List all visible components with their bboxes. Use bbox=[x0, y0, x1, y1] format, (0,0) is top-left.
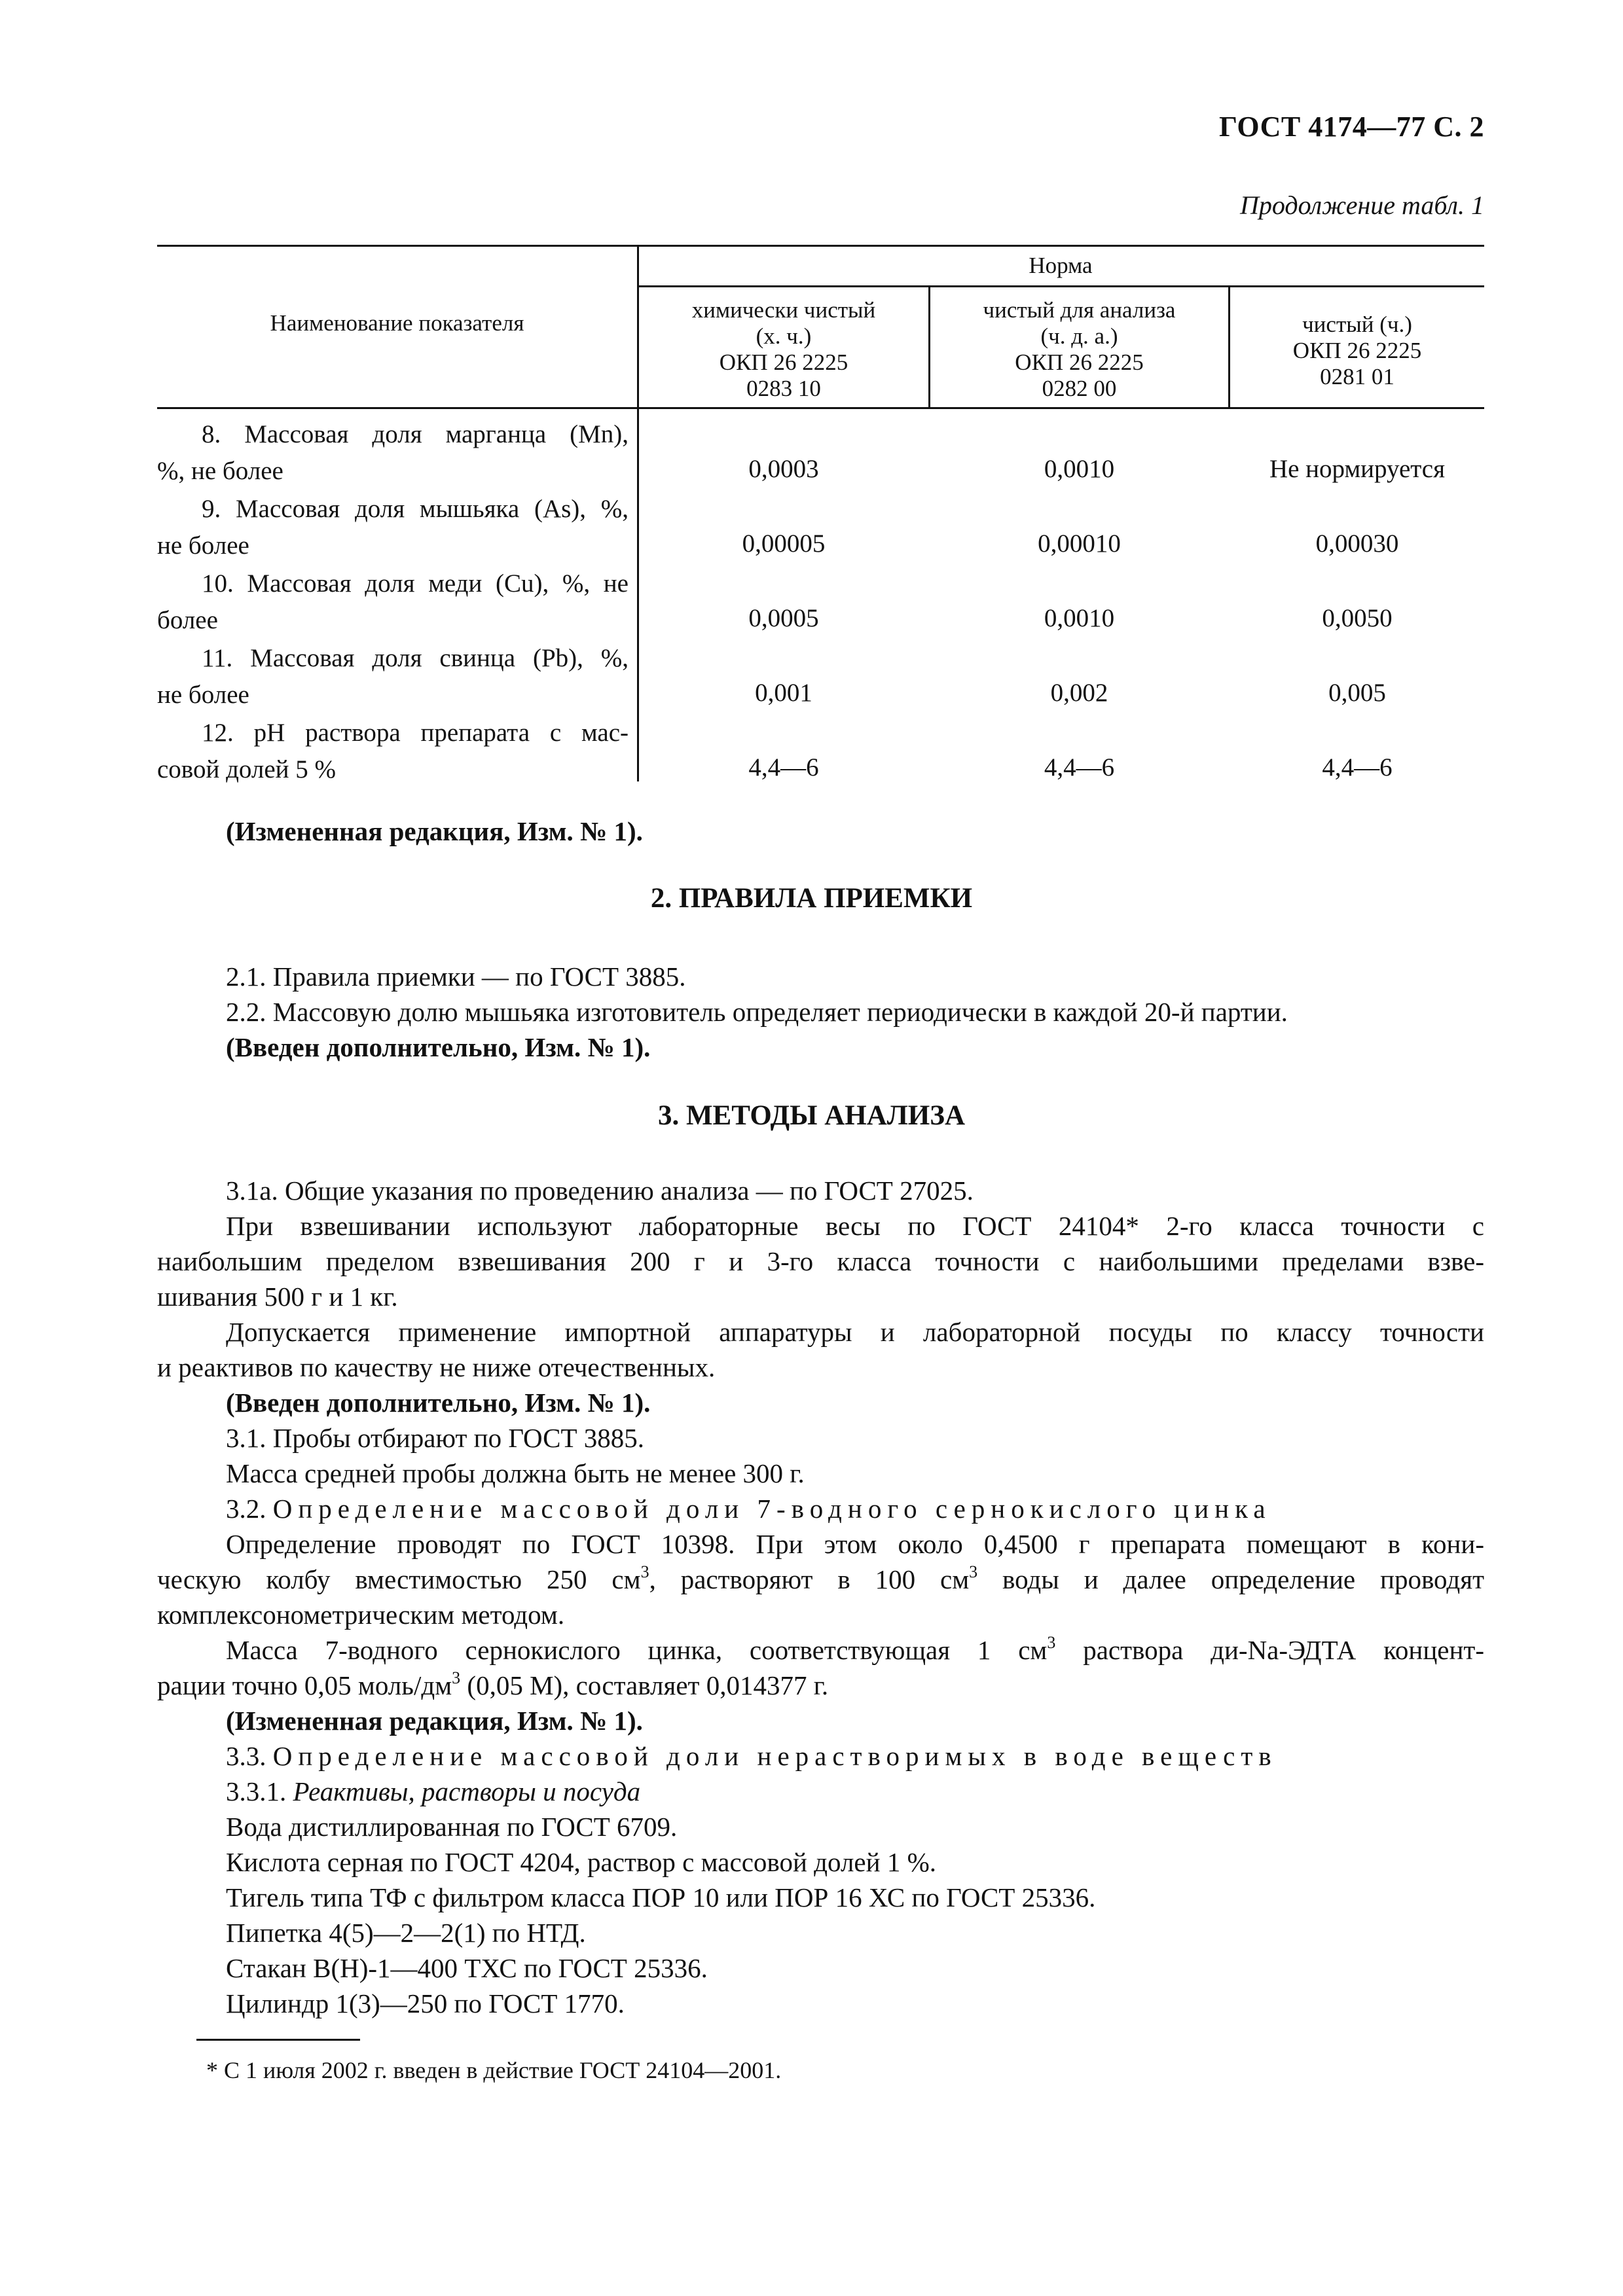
amendment-note: (Измененная редакция, Изм. № 1). bbox=[226, 816, 643, 846]
table-cell: 0,0005 bbox=[748, 604, 819, 632]
section-2-title: 2. ПРАВИЛА ПРИЕМКИ bbox=[650, 883, 973, 914]
table-cell: 0,00005 bbox=[742, 529, 826, 558]
page-header: ГОСТ 4174—77 С. 2 bbox=[1218, 111, 1484, 143]
table-cell: 4,4—6 bbox=[1322, 753, 1393, 781]
table-cell: 0,0050 bbox=[1322, 604, 1393, 632]
reagent-item: Тигель типа ТФ с фильтром класса ПОР 10 или ПОР 16 ХС по ГОСТ 25336. bbox=[226, 1882, 1096, 1912]
table-cell: 0,00030 bbox=[1315, 529, 1399, 558]
paragraph-3-1a: 3.1а. Общие указания по проведению анализа — по ГОСТ 27025. bbox=[226, 1175, 974, 1206]
header-bottom-rule bbox=[157, 407, 1484, 409]
table-top-rule bbox=[157, 245, 1484, 247]
footnote-rule bbox=[196, 2039, 360, 2041]
paragraph-2-1: 2.1. Правила приемки — по ГОСТ 3885. bbox=[226, 961, 686, 992]
col-header-norm: Норма bbox=[1029, 253, 1093, 278]
grade-header-xch: химически чистый (х. ч.) ОКП 26 2225 0283 10 bbox=[691, 297, 876, 401]
table-cell: Не нормируется bbox=[1269, 455, 1446, 483]
table-continuation-label: Продолжение табл. 1 bbox=[1239, 190, 1484, 220]
reagent-item: Вода дистиллированная по ГОСТ 6709. bbox=[226, 1812, 678, 1842]
amendment-note: (Введен дополнительно, Изм. № 1). bbox=[226, 1032, 651, 1062]
grade-header-ch: чистый (ч.) ОКП 26 2225 0281 01 bbox=[1292, 312, 1422, 389]
table-row-label: 12. pH раствора препарата с мас- совой долей 5 % bbox=[157, 719, 629, 783]
reagent-item: Пипетка 4(5)—2—2(1) по НТД. bbox=[226, 1918, 586, 1948]
table-cell: 0,00010 bbox=[1038, 529, 1121, 558]
norm-underline bbox=[637, 285, 1484, 287]
table-row-label: 10. Массовая доля меди (Cu), %, не более bbox=[157, 569, 629, 634]
reagent-item: Цилиндр 1(3)—250 по ГОСТ 1770. bbox=[226, 1988, 625, 2018]
table-row-label: 11. Массовая доля свинца (Pb), %, не более bbox=[157, 644, 629, 709]
table-cell: 0,005 bbox=[1328, 679, 1386, 707]
subsection-3-2-heading: 3.2. Определение массовой доли 7-водного сернокислого цинка bbox=[226, 1494, 1271, 1524]
reagent-item: Стакан В(Н)-1—400 ТХС по ГОСТ 25336. bbox=[226, 1953, 708, 1983]
paragraph-sample-mass: Масса средней пробы должна быть не менее 300 г. bbox=[226, 1458, 805, 1488]
table-cell: 0,0010 bbox=[1044, 455, 1115, 483]
table-row-label: 9. Массовая доля мышьяка (As), %, не более bbox=[157, 495, 629, 560]
reagent-item: Кислота серная по ГОСТ 4204, раствор с массовой долей 1 %. bbox=[226, 1847, 936, 1877]
table-cell: 4,4—6 bbox=[1044, 753, 1115, 781]
table-cell: 0,002 bbox=[1050, 679, 1108, 707]
paragraph-weighing: При взвешивании используют лабораторные весы по ГОСТ 24104* 2-го класса точности с наибольшим пределом взвешивания 200 г и 3-го класса точности с наибольшими пределами взве- шивания 500 г и 1 кг. bbox=[157, 1211, 1484, 1312]
grade-header-chda: чистый для анализа (ч. д. а.) ОКП 26 2225 0282 00 bbox=[983, 297, 1176, 401]
amendment-note: (Измененная редакция, Изм. № 1). bbox=[226, 1706, 643, 1736]
section-3-title: 3. МЕТОДЫ АНАЛИЗА bbox=[657, 1100, 966, 1131]
paragraph-imported-equipment: Допускается применение импортной аппаратуры и лабораторной посуды по классу точности и реактивов по качеству не ниже отечественных. bbox=[157, 1317, 1484, 1382]
paragraph-determination: Определение проводят по ГОСТ 10398. При этом около 0,4500 г препарата помещают в кони- ческую колбу вместимостью 250 $см^3$, растворяют в 100 $см^3$ воды и далее определение проводят комплексонометрическим методом. bbox=[157, 1529, 1484, 1630]
paragraph-edta: Масса 7-водного сернокислого цинка, соответствующая 1 $см^3$ раствора ди-Na-ЭДТА концент- рации точно 0,05 моль/$дм^3$ (0,05 М), составляет 0,014377 г. bbox=[157, 1633, 1484, 1700]
table-cell: 0,0010 bbox=[1044, 604, 1115, 632]
col-header-name: Наименование показателя bbox=[270, 310, 524, 336]
table-row-label: 8. Массовая доля марганца (Mn), %, не более bbox=[157, 420, 629, 485]
paragraph-3-1: 3.1. Пробы отбирают по ГОСТ 3885. bbox=[226, 1423, 645, 1453]
subsection-3-3-1-heading: 3.3.1. Реактивы, растворы и посуда bbox=[226, 1776, 641, 1806]
paragraph-2-2: 2.2. Массовую долю мышьяка изготовитель определяет периодически в каждой 20-й партии. bbox=[226, 997, 1288, 1027]
table-cell: 4,4—6 bbox=[748, 753, 819, 781]
footnote: * С 1 июля 2002 г. введен в действие ГОСТ 24104—2001. bbox=[206, 2057, 782, 2083]
table-cell: 0,001 bbox=[755, 679, 812, 707]
table-cell: 0,0003 bbox=[748, 455, 819, 483]
specs-table bbox=[157, 245, 1484, 781]
subsection-3-3-heading: 3.3. Определение массовой доли нерастворимых в воде веществ bbox=[226, 1741, 1277, 1771]
amendment-note: (Введен дополнительно, Изм. № 1). bbox=[226, 1388, 651, 1418]
